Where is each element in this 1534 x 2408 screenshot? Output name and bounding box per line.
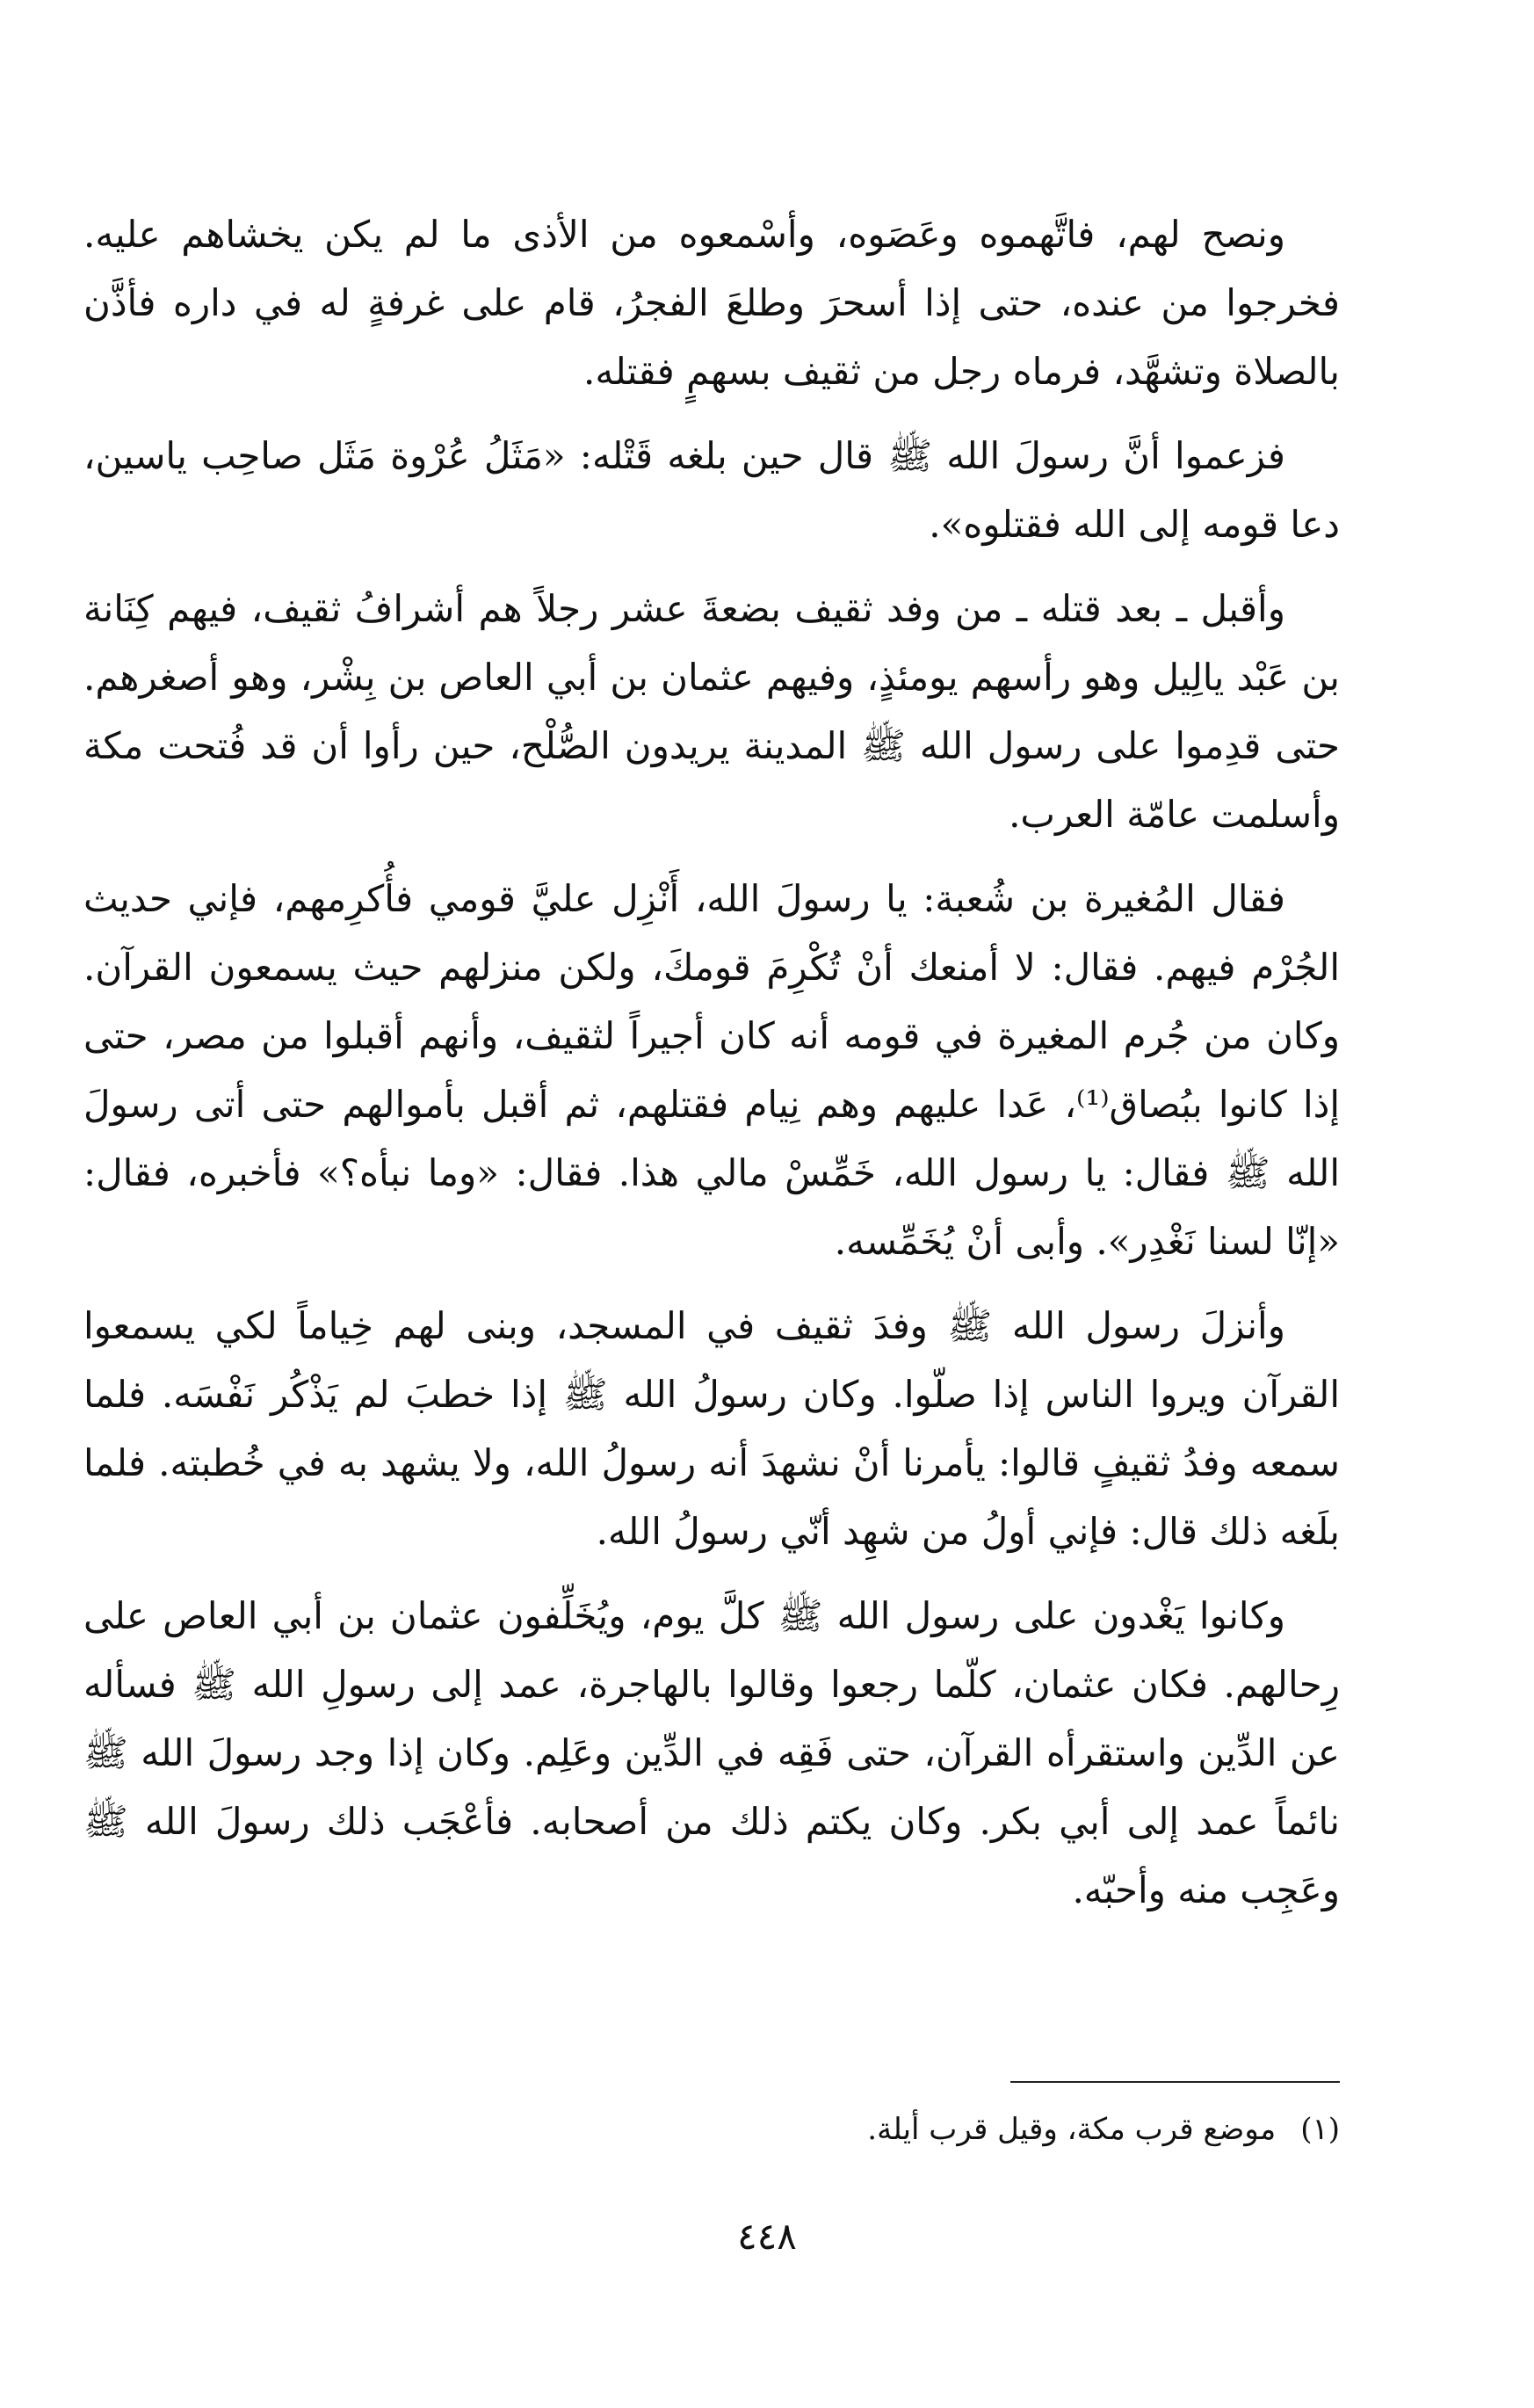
paragraph-3: وأقبل ـ بعد قتله ـ من وفد ثقيف بضعةَ عشر رجلاً هم أشرافُ ثقيف، فيهم كِنَانة بن عَبْد يالِيل وهو رأسهم يومئذٍ، وفيهم عثمان بن أبي العاص بن بِشْر، وهو أصغرهم. حتى قدِموا على رسول الله ﷺ المدينة يريدون الصُّلْح، حين رأوا أن قد فُتحت مكة وأسلمت عامّة العرب. — [83, 587, 1340, 836]
paragraph-2: فزعموا أنَّ رسولَ الله ﷺ قال حين بلغه قَتْله: «مَثَلُ عُرْوة مَثَل صاحِب ياسين، دعا قومه إلى الله فقتلوه». — [83, 434, 1340, 546]
footnote-text: موضع قرب مكة، وقيل قرب أيلة. — [867, 2112, 1277, 2147]
paragraph-5: وأنزلَ رسول الله ﷺ وفدَ ثقيف في المسجد، وبنى لهم خِياماً لكي يسمعوا القرآن ويروا الناس إذا صلّوا. وكان رسولُ الله ﷺ إذا خطبَ لم يَذْكُر نَفْسَه. فلما سمعه وفدُ ثقيفٍ قالوا: يأمرنا أنْ نشهدَ أنه رسولُ الله، ولا يشهد به في خُطبته. فلما بلَغه ذلك قال: فإني أولُ من شهِد أنّي رسولُ الله. — [83, 1304, 1340, 1553]
footnote — [83, 2107, 1340, 2151]
page-number: ٤٤٨ — [737, 2215, 797, 2258]
paragraph-6: وكانوا يَغْدون على رسول الله ﷺ كلَّ يوم، ويُخَلِّفون عثمان بن أبي العاص على رِحالهم. فكان عثمان، كلّما رجعوا وقالوا بالهاجرة، عمد إلى رسولِ الله ﷺ فسأله عن الدِّين واستقرأه القرآن، حتى فَقِه في الدِّين وعَلِم. وكان إذا وجد رسولَ الله ﷺ نائماً عمد إلى أبي بكر. وكان يكتم ذلك من أصحابه. فأعْجَب ذلك رسولَ الله ﷺ وعَجِب منه وأحبّه. — [83, 1594, 1340, 1911]
footnote-marker: (١) — [1300, 2112, 1340, 2147]
main-text — [83, 200, 1340, 1940]
footnote-divider — [1010, 2081, 1340, 2083]
paragraph-4: فقال المُغيرة بن شُعبة: يا رسولَ الله، أَنْزِل عليَّ قومي فأُكرِمهم، فإني حديث الجُرْم فيهم. فقال: لا أمنعك أنْ تُكْرِمَ قومكَ، ولكن منزلهم حيث يسمعون القرآن. وكان من جُرم المغيرة في قومه أنه كان أجيراً لثقيف، وأنهم أقبلوا من مصر، حتى إذا كانوا ببُصاق⁽¹⁾، عَدا عليهم وهم نِيام فقتلهم، ثم أقبل بأموالهم حتى أتى رسولَ الله ﷺ فقال: يا رسول الله، خَمِّسْ مالي هذا. فقال: «وما نبأه؟» فأخبره، فقال: «إنّا لسنا نَغْدِر». وأبى أنْ يُخَمِّسه. — [83, 877, 1340, 1263]
paragraph-1: ونصح لهم، فاتَّهموه وعَصَوه، وأسْمعوه من الأذى ما لم يكن يخشاهم عليه. فخرجوا من عنده، حتى إذا أسحرَ وطلعَ الفجرُ، قام على غرفةٍ له في داره فأذَّن بالصلاة وتشهَّد، فرماه رجل من ثقيف بسهمٍ فقتله. — [83, 213, 1340, 393]
